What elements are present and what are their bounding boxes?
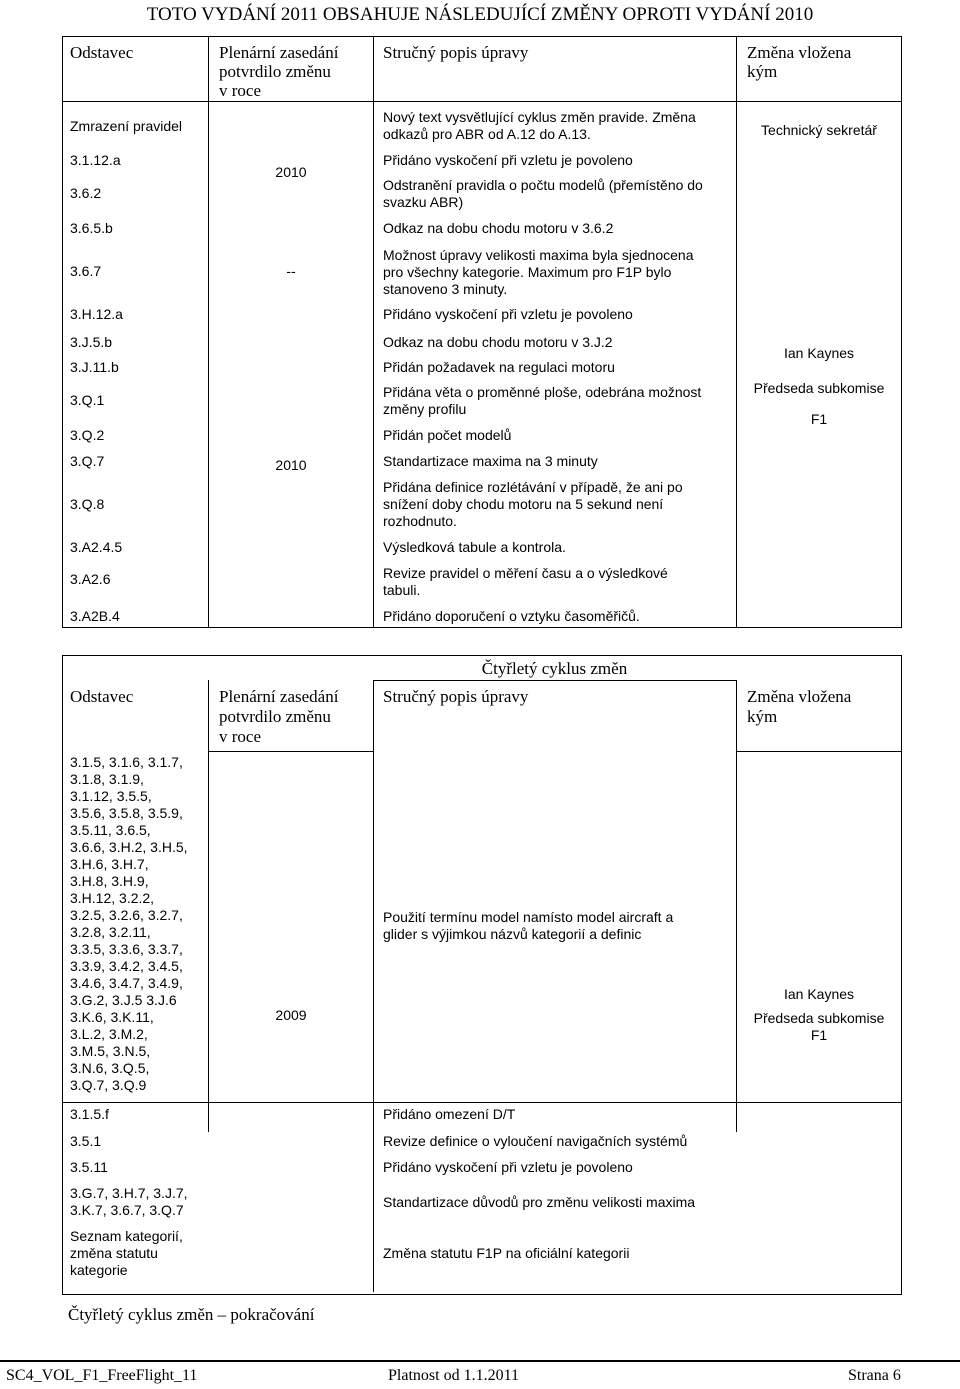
popis-cell: Změna statutu F1P na oficiální kategorii — [383, 1245, 630, 1261]
odstavec-cell: Zmrazení pravidel — [70, 118, 183, 134]
header-zmena-1: Změna vložena — [747, 687, 852, 706]
odstavec-list-line: 3.2.8, 3.2.11, — [70, 924, 151, 940]
zmena-sekretar: Technický sekretář — [761, 122, 877, 138]
zmena-person: Ian Kaynes — [783, 345, 855, 361]
odstavec-list-line: 3.5.11, 3.6.5, — [70, 822, 151, 838]
popis-cell: Přidáno omezení D/T — [383, 1106, 516, 1122]
header-divider — [63, 101, 901, 102]
popis-cell: Odstranění pravidla o počtu modelů (přemístěno do — [383, 177, 703, 193]
odstavec-list-line: 3.1.5, 3.1.6, 3.1.7, — [70, 754, 183, 770]
plenarni-none: -- — [286, 263, 296, 279]
odstavec-cell: 3.6.5.b — [70, 220, 113, 236]
header-plenarni-3: v roce — [219, 81, 262, 100]
page-footer — [0, 1360, 960, 1389]
odstavec-list-line: 3.5.6, 3.5.8, 3.5.9, — [70, 805, 183, 821]
plenarni-year: 2010 — [275, 164, 307, 180]
zmena-role: Předseda subkomise — [753, 1010, 885, 1026]
col-divider — [208, 680, 209, 1132]
zmena-role: Předseda subkomise — [753, 380, 885, 396]
odstavec-list-line: 3.1.12, 3.5.5, — [70, 788, 152, 804]
popis-cell: glider s výjimkou názvů kategorií a definic — [383, 926, 642, 942]
col-divider — [208, 37, 209, 627]
popis-cell: Přidáno vyskočení při vzletu je povoleno — [383, 306, 633, 322]
zmena-sub: F1 — [810, 1027, 828, 1043]
odstavec-list-line: 3.H.8, 3.H.9, — [70, 873, 149, 889]
odstavec-list-line: 3.N.6, 3.Q.5, — [70, 1060, 150, 1076]
popis-cell: odkazů pro ABR od A.12 do A.13. — [383, 126, 591, 142]
odstavec-cell: 3.5.1 — [70, 1133, 102, 1149]
popis-cell: rozhodnuto. — [383, 513, 457, 529]
popis-cell: Odkaz na dobu chodu motoru v 3.J.2 — [383, 334, 613, 350]
odstavec-cell: 3.J.11.b — [70, 359, 119, 375]
odstavec-cell: kategorie — [70, 1262, 128, 1278]
caption-divider — [373, 680, 736, 681]
plenarni-year: 2010 — [275, 457, 307, 473]
odstavec-cell: 3.A2B.4 — [70, 608, 120, 624]
header-divider — [736, 751, 901, 752]
odstavec-cell: Seznam kategorií, — [70, 1228, 183, 1244]
popis-cell: tabuli. — [383, 582, 421, 598]
popis-cell: Odkaz na dobu chodu motoru v 3.6.2 — [383, 220, 614, 236]
odstavec-cell: 3.6.2 — [70, 185, 102, 201]
popis-cell: Standartizace důvodů pro změnu velikosti maxima — [383, 1194, 696, 1210]
header-popis: Stručný popis úpravy — [383, 43, 529, 62]
odstavec-cell: 3.1.5.f — [70, 1106, 109, 1122]
footer-page-number: Strana 6 — [848, 1367, 901, 1384]
odstavec-list-line: 3.Q.7, 3.Q.9 — [70, 1077, 147, 1093]
odstavec-list-line: 3.3.9, 3.4.2, 3.4.5, — [70, 958, 183, 974]
popis-cell: Standartizace maxima na 3 minuty — [383, 453, 598, 469]
popis-cell: pro všechny kategorie. Maximum pro F1P bylo — [383, 264, 672, 280]
popis-cell: Přidáno vyskočení při vzletu je povoleno — [383, 1159, 633, 1175]
odstavec-cell: 3.6.7 — [70, 263, 102, 279]
odstavec-list-line: 3.1.8, 3.1.9, — [70, 771, 144, 787]
odstavec-cell: 3.A2.6 — [70, 571, 111, 587]
header-popis: Stručný popis úpravy — [383, 687, 529, 706]
popis-cell: Přidána definice rozlétávání v případě, že ani po — [383, 479, 683, 495]
popis-cell: Přidána věta o proměnné ploše, odebrána možnost — [383, 384, 702, 400]
header-zmena-1: Změna vložena — [747, 43, 852, 62]
changes-table-2011 — [62, 36, 902, 628]
continuation-label: Čtyřletý cyklus změn – pokračování — [68, 1305, 315, 1324]
popis-cell: snížení doby chodu motoru na 5 sekund není — [383, 496, 664, 512]
popis-cell: Revize definice o vyloučení navigačních systémů — [383, 1133, 688, 1149]
footer-rule — [0, 1360, 960, 1362]
header-zmena-2: kým — [747, 62, 778, 81]
popis-cell: Možnost úpravy velikosti maxima byla sjednocena — [383, 247, 694, 263]
odstavec-cell: 3.G.7, 3.H.7, 3.J.7, — [70, 1185, 188, 1201]
page-title: TOTO VYDÁNÍ 2011 OBSAHUJE NÁSLEDUJÍCÍ ZMĚNY OPROTI VYDÁNÍ 2010 — [146, 4, 814, 25]
four-year-cycle-table — [62, 655, 902, 1295]
header-odstavec: Odstavec — [70, 687, 134, 706]
col-divider — [373, 680, 374, 1292]
odstavec-list-line: 3.M.5, 3.N.5, — [70, 1043, 151, 1059]
odstavec-cell: 3.Q.1 — [70, 392, 105, 408]
odstavec-cell: 3.A2.4.5 — [70, 539, 123, 555]
popis-cell: Přidáno doporučení o vztyku časoměřičů. — [383, 608, 640, 624]
footer-validity: Platnost od 1.1.2011 — [388, 1367, 519, 1384]
header-plenarni-2: potvrdilo změnu — [219, 707, 331, 726]
odstavec-cell: 3.5.11 — [70, 1159, 108, 1175]
header-zmena-2: kým — [747, 707, 778, 726]
odstavec-cell: 3.Q.7 — [70, 453, 105, 469]
odstavec-cell: 3.Q.2 — [70, 427, 105, 443]
popis-cell: změny profilu — [383, 401, 467, 417]
odstavec-list-line: 3.6.6, 3.H.2, 3.H.5, — [70, 839, 188, 855]
odstavec-list-line: 3.G.2, 3.J.5 3.J.6 — [70, 992, 177, 1008]
popis-cell: Výsledková tabule a kontrola. — [383, 539, 566, 555]
odstavec-cell: 3.1.12.a — [70, 152, 121, 168]
odstavec-cell: 3.H.12.a — [70, 306, 123, 322]
odstavec-list-line: 3.L.2, 3.M.2, — [70, 1026, 148, 1042]
odstavec-cell: 3.K.7, 3.6.7, 3.Q.7 — [70, 1202, 184, 1218]
popis-cell: svazku ABR) — [383, 194, 464, 210]
header-divider — [208, 751, 373, 752]
col-divider — [736, 680, 737, 1132]
odstavec-cell: 3.Q.8 — [70, 496, 105, 512]
popis-cell: Použití termínu model namísto model aircraft a — [383, 909, 674, 925]
row-divider — [63, 1102, 901, 1103]
header-plenarni-2: potvrdilo změnu — [219, 62, 331, 81]
header-plenarni-1: Plenární zasedání — [219, 687, 339, 706]
zmena-sub: F1 — [810, 411, 828, 427]
header-plenarni-1: Plenární zasedání — [219, 43, 339, 62]
odstavec-list-line: 3.4.6, 3.4.7, 3.4.9, — [70, 975, 183, 991]
popis-cell: Revize pravidel o měření času a o výsledkové — [383, 565, 668, 581]
header-plenarni-3: v roce — [219, 727, 262, 746]
popis-cell: Přidáno vyskočení při vzletu je povoleno — [383, 152, 633, 168]
popis-cell: Přidán požadavek na regulaci motoru — [383, 359, 615, 375]
odstavec-list-line: 3.3.5, 3.3.6, 3.3.7, — [70, 941, 183, 957]
odstavec-list-line: 3.H.6, 3.H.7, — [70, 856, 149, 872]
table2-caption: Čtyřletý cyklus změn — [481, 659, 628, 678]
odstavec-cell: 3.J.5.b — [70, 334, 113, 350]
popis-cell: Nový text vysvětlující cyklus změn pravide. Změna — [383, 109, 696, 125]
odstavec-list-line: 3.H.12, 3.2.2, — [70, 890, 155, 906]
footer-document-id: SC4_VOL_F1_FreeFlight_11 — [6, 1367, 198, 1384]
odstavec-list-line: 3.2.5, 3.2.6, 3.2.7, — [70, 907, 183, 923]
popis-cell: Přidán počet modelů — [383, 427, 512, 443]
col-divider — [373, 37, 374, 627]
zmena-person: Ian Kaynes — [783, 986, 855, 1002]
odstavec-cell: změna statutu — [70, 1245, 158, 1261]
odstavec-list-line: 3.K.6, 3.K.11, — [70, 1009, 154, 1025]
popis-cell: stanoveno 3 minuty. — [383, 281, 508, 297]
header-odstavec: Odstavec — [70, 43, 134, 62]
plenarni-year: 2009 — [275, 1007, 307, 1023]
